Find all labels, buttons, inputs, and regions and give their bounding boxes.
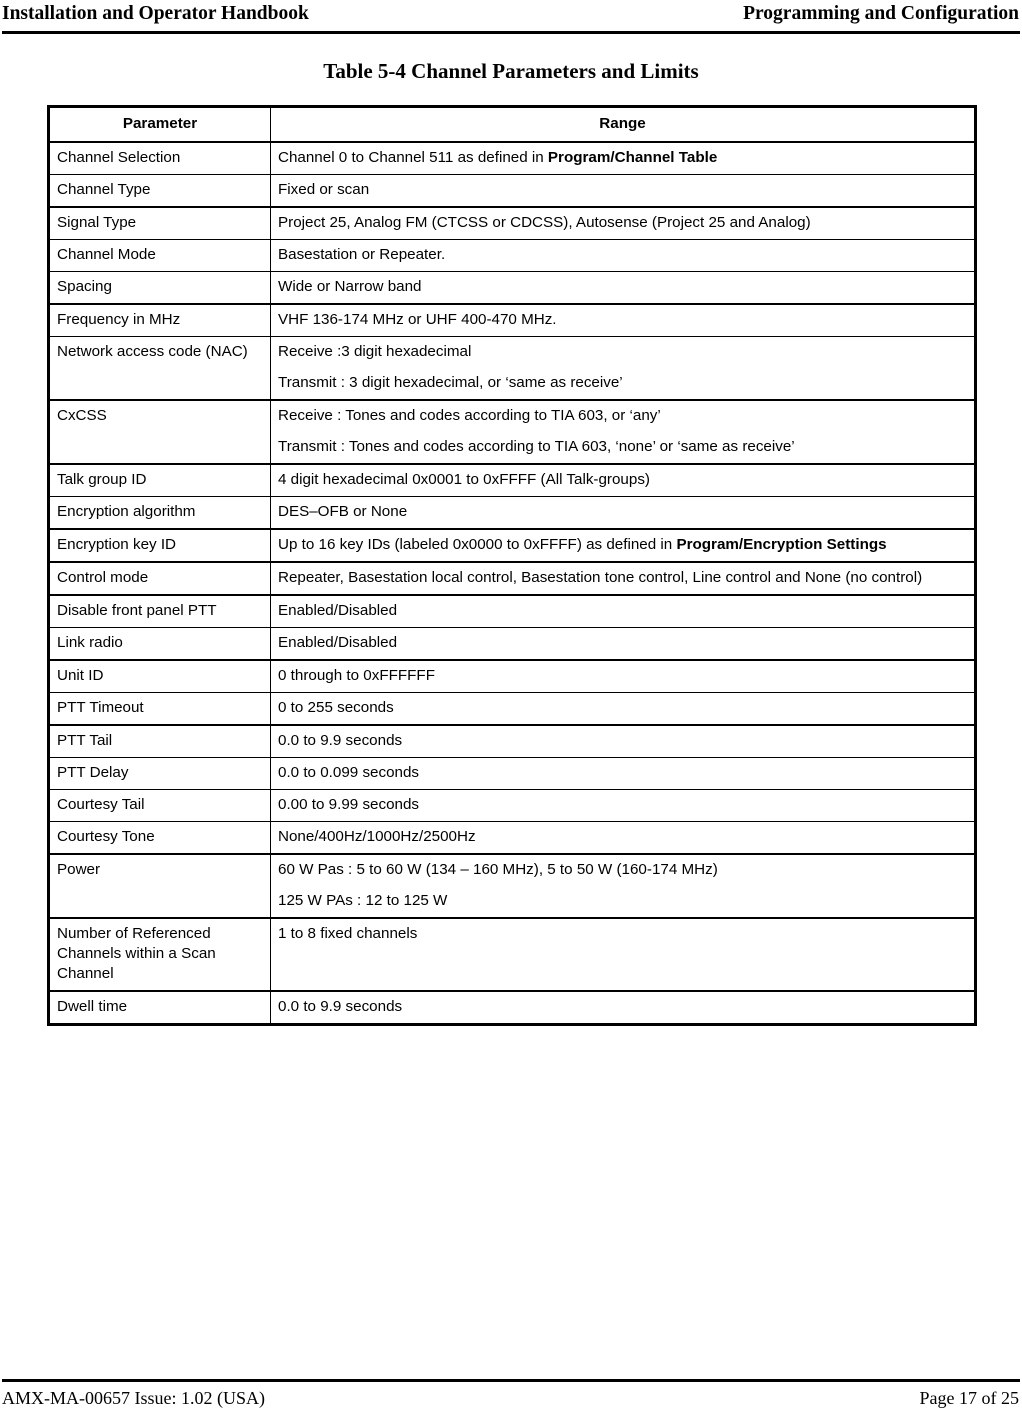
header-right-title: Programming and Configuration: [743, 3, 1019, 24]
table-row: [49, 464, 976, 497]
range-text-plain: Up to 16 key IDs (labeled 0x0000 to 0xFFFF) as defined in: [278, 536, 677, 553]
table-row: [49, 529, 976, 562]
cell-parameter: Dwell time: [49, 991, 271, 1025]
table-row: [49, 562, 976, 595]
footer-divider-rule: [2, 1379, 1020, 1382]
cell-parameter: CxCSS: [49, 400, 271, 464]
cell-range: [271, 400, 976, 464]
cell-range: [271, 337, 976, 401]
cell-parameter: Encryption key ID: [49, 529, 271, 562]
cell-parameter: Link radio: [49, 628, 271, 661]
cell-range: Project 25, Analog FM (CTCSS or CDCSS), Autosense (Project 25 and Analog): [271, 207, 976, 240]
cell-parameter: Talk group ID: [49, 464, 271, 497]
cell-parameter: Channel Mode: [49, 240, 271, 272]
table-row: [49, 497, 976, 530]
table-row: [49, 660, 976, 693]
table-row: [49, 272, 976, 305]
cell-range: [271, 142, 976, 175]
table-row: [49, 304, 976, 337]
table-row: [49, 240, 976, 272]
range-line-2: Transmit : Tones and codes according to TIA 603, ‘none’ or ‘same as receive’: [278, 438, 795, 455]
page-running-footer: [0, 1386, 1022, 1416]
range-line-1: 60 W Pas : 5 to 60 W (134 – 160 MHz), 5 to 50 W (160-174 MHz): [278, 861, 718, 878]
cell-range: Wide or Narrow band: [271, 272, 976, 305]
table-caption: Table 5-4 Channel Parameters and Limits: [323, 59, 699, 83]
table-row: [49, 337, 976, 401]
cell-parameter: Control mode: [49, 562, 271, 595]
channel-parameters-table: [47, 105, 977, 1026]
cell-range: 1 to 8 fixed channels: [271, 918, 976, 991]
cell-parameter: Frequency in MHz: [49, 304, 271, 337]
table-header-row: [49, 107, 976, 143]
range-line-1: Receive :3 digit hexadecimal: [278, 343, 472, 360]
cell-parameter: Network access code (NAC): [49, 337, 271, 401]
range-line-2: 125 W PAs : 12 to 125 W: [278, 892, 448, 909]
table-row: [49, 790, 976, 822]
table-row: [49, 595, 976, 628]
cell-range: DES–OFB or None: [271, 497, 976, 530]
cell-parameter: PTT Tail: [49, 725, 271, 758]
range-text-bold: Program/Channel Table: [547, 149, 718, 166]
header-divider-rule: [2, 31, 1020, 34]
cell-range: 0.0 to 9.9 seconds: [271, 991, 976, 1025]
table-row: [49, 207, 976, 240]
table-row: [49, 628, 976, 661]
cell-range: 0.0 to 0.099 seconds: [271, 758, 976, 790]
cell-parameter: Unit ID: [49, 660, 271, 693]
cell-parameter: Channel Selection: [49, 142, 271, 175]
table-row: [49, 400, 976, 464]
range-line-2: Transmit : 3 digit hexadecimal, or ‘same as receive’: [278, 374, 623, 391]
footer-page-number: Page 17 of 25: [919, 1388, 1019, 1408]
cell-range: 4 digit hexadecimal 0x0001 to 0xFFFF (All Talk-groups): [271, 464, 976, 497]
cell-range: [271, 854, 976, 918]
cell-range: 0.0 to 9.9 seconds: [271, 725, 976, 758]
table-row: [49, 175, 976, 208]
table-row: [49, 693, 976, 726]
table-row: [49, 142, 976, 175]
table-body: [49, 142, 976, 1025]
cell-range: Fixed or scan: [271, 175, 976, 208]
footer-document-id: AMX-MA-00657 Issue: 1.02 (USA): [2, 1388, 265, 1408]
cell-parameter: Courtesy Tail: [49, 790, 271, 822]
table-row: [49, 854, 976, 918]
table-row: [49, 991, 976, 1025]
cell-parameter: Encryption algorithm: [49, 497, 271, 530]
cell-parameter: Signal Type: [49, 207, 271, 240]
cell-range: VHF 136-174 MHz or UHF 400-470 MHz.: [271, 304, 976, 337]
table-header-row-group: [49, 107, 976, 143]
cell-range: 0.00 to 9.99 seconds: [271, 790, 976, 822]
table-row: [49, 725, 976, 758]
cell-range: Basestation or Repeater.: [271, 240, 976, 272]
cell-parameter: PTT Timeout: [49, 693, 271, 726]
range-text-plain: Channel 0 to Channel 511 as defined in: [278, 149, 548, 166]
cell-range: [271, 529, 976, 562]
cell-range: Enabled/Disabled: [271, 628, 976, 661]
cell-parameter: Power: [49, 854, 271, 918]
range-line-1: Receive : Tones and codes according to TIA 603, or ‘any’: [278, 407, 661, 424]
table-row: [49, 918, 976, 991]
cell-parameter: Disable front panel PTT: [49, 595, 271, 628]
cell-range: Repeater, Basestation local control, Basestation tone control, Line control and None (no control): [271, 562, 976, 595]
cell-range: None/400Hz/1000Hz/2500Hz: [271, 822, 976, 855]
cell-range: 0 through to 0xFFFFFF: [271, 660, 976, 693]
table-row: [49, 758, 976, 790]
cell-range: Enabled/Disabled: [271, 595, 976, 628]
cell-parameter: PTT Delay: [49, 758, 271, 790]
cell-parameter: Channel Type: [49, 175, 271, 208]
column-header-parameter: Parameter: [49, 107, 271, 143]
column-header-range: Range: [271, 107, 976, 143]
cell-parameter: Courtesy Tone: [49, 822, 271, 855]
cell-parameter: Spacing: [49, 272, 271, 305]
range-text-bold: Program/Encryption Settings: [676, 536, 887, 553]
header-left-title: Installation and Operator Handbook: [2, 3, 309, 24]
table-row: [49, 822, 976, 855]
cell-range: 0 to 255 seconds: [271, 693, 976, 726]
cell-parameter: Number of Referenced Channels within a Scan Channel: [49, 918, 271, 991]
